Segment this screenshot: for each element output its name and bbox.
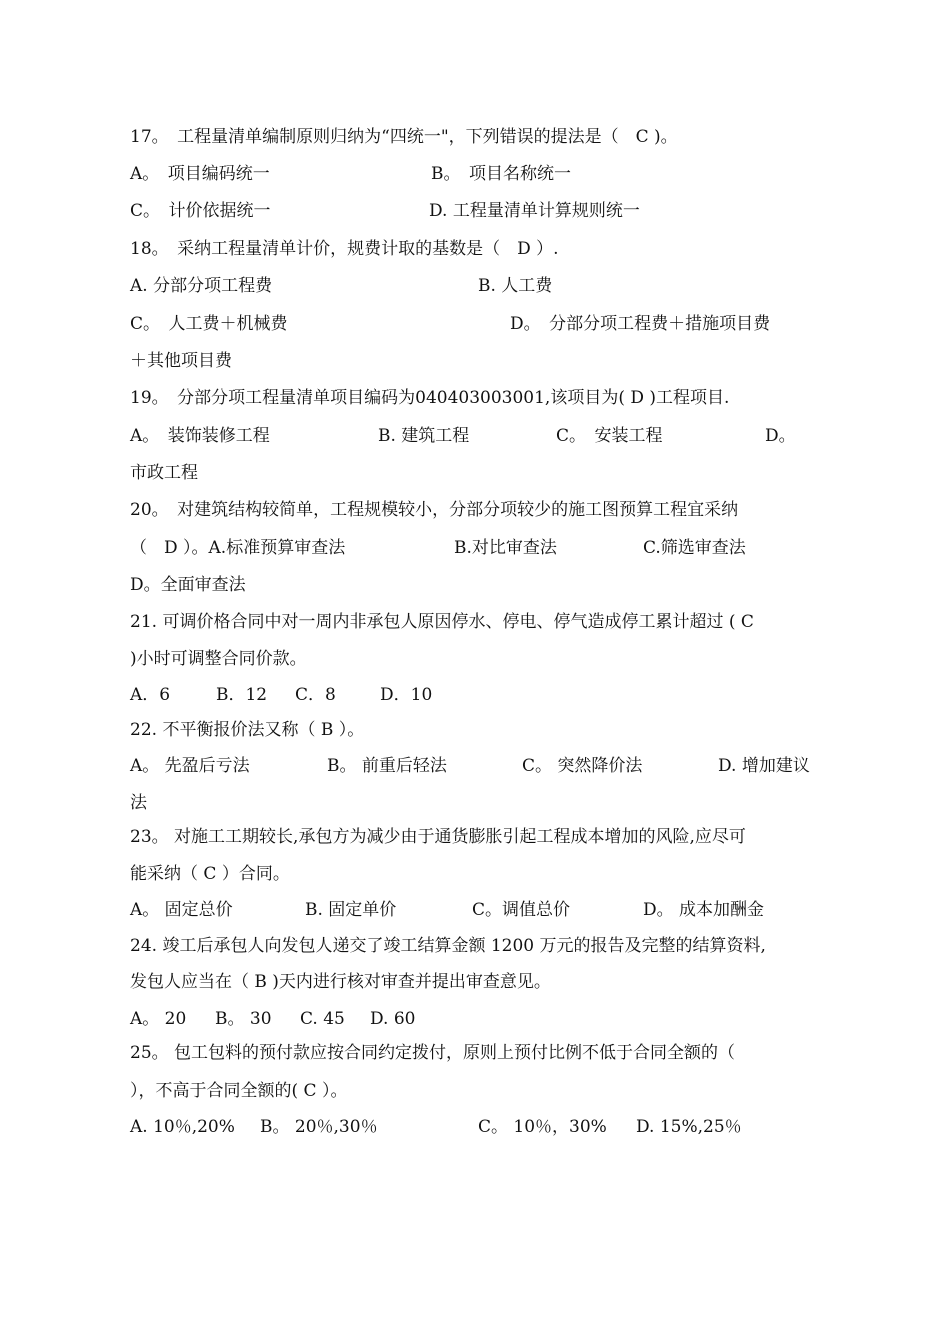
question-22-option-d-continued: 法 [130, 793, 147, 813]
question-17-stem [130, 122, 678, 152]
question-18-options-row-1 [130, 271, 553, 301]
question-21-option-d: D．10 [380, 685, 433, 705]
question-24-option-d: D. 60 [370, 1009, 416, 1029]
question-24-option-a: A。 20 [130, 1009, 187, 1029]
question-18-option-d-continued: ＋其他项目费 [130, 351, 232, 371]
question-21-option-c: C．8 [295, 685, 336, 705]
question-18-stem [130, 234, 559, 264]
question-23-option-c: C。调值总价 [472, 900, 571, 920]
question-22-stem-text: 22. 不平衡报价法又称（ B ）。 [130, 720, 365, 740]
question-19-option-d-continued: 市政工程 [130, 463, 198, 483]
question-20-options-row-1 [130, 533, 746, 563]
question-18-stem-text: 18。 采纳工程量清单计价，规费计取的基数是（ D ）. [130, 239, 559, 259]
question-24-option-c: C. 45 [300, 1009, 345, 1029]
question-18-option-d: D。 分部分项工程费＋措施项目费 [510, 314, 771, 334]
question-23-stem-line-1 [130, 822, 746, 852]
question-20-option-b: B.对比审查法 [454, 538, 557, 558]
question-21-stem-text-1: 21. 可调价格合同中对一周内非承包人原因停水、停电、停气造成停工累计超过 ( C [130, 612, 754, 632]
question-24-stem-line-2 [130, 967, 551, 997]
question-18-options-row-2 [130, 309, 771, 339]
question-25-option-d: D. 15%,25％ [636, 1117, 742, 1137]
question-23-stem-text-1: 23。 对施工工期较长,承包方为减少由于通货膨胀引起工程成本增加的风险,应尽可 [130, 827, 746, 847]
question-25-option-c: C。 10％，30% [478, 1117, 607, 1137]
question-19-stem-text: 19。 分部分项工程量清单项目编码为040403003001,该项目为( D )工程项目. [130, 388, 730, 408]
question-25-options-row-1 [130, 1112, 742, 1142]
question-23-stem-text-2: 能采纳（ C ）合同。 [130, 864, 290, 884]
question-22-options-row-2 [130, 788, 152, 818]
question-22-options-row-1 [130, 751, 810, 781]
question-20-stem [130, 495, 739, 525]
question-21-option-a: A．6 [130, 685, 171, 705]
question-17-stem-text: 17。 工程量清单编制原则归纳为“四统一"，下列错误的提法是（ C )。 [130, 127, 678, 147]
question-19-option-d: D。 [765, 426, 796, 446]
question-19-option-b: B. 建筑工程 [378, 426, 470, 446]
question-25-option-a: A. 10％,20% [130, 1117, 235, 1137]
question-23-stem-line-2 [130, 859, 290, 889]
question-25-option-b: B。 20％,30％ [260, 1117, 378, 1137]
question-22-option-a: A。 先盈后亏法 [130, 756, 250, 776]
question-17-option-c: C。 计价依据统一 [130, 201, 271, 221]
question-21-stem-text-2: )小时可调整合同价款。 [130, 649, 307, 669]
question-22-option-b: B。 前重后轻法 [327, 756, 447, 776]
question-24-stem-line-1 [130, 931, 766, 961]
question-17-option-d: D. 工程量清单计算规则统一 [429, 201, 640, 221]
question-19-stem [130, 383, 730, 413]
question-21-option-b: B．12 [216, 685, 268, 705]
question-25-stem-text-1: 25。 包工包料的预付款应按合同约定拨付，原则上预付比例不低于合同全额的（ [130, 1043, 736, 1063]
question-17-options-row-2 [130, 196, 640, 226]
question-22-option-d: D. 增加建议 [718, 756, 810, 776]
question-25-stem-text-2: ），不高于合同全额的( C ）。 [130, 1081, 348, 1101]
question-23-options-row-1 [130, 895, 765, 925]
question-18-option-b: B. 人工费 [478, 276, 553, 296]
question-24-options-row-1 [130, 1004, 416, 1034]
question-25-stem-line-2 [130, 1076, 348, 1106]
question-19-option-a: A。 装饰装修工程 [130, 426, 270, 446]
question-19-options-row-2 [130, 458, 198, 488]
question-21-stem-line-2 [130, 644, 307, 674]
question-19-options-row-1 [130, 421, 796, 451]
question-18-options-row-3 [130, 346, 232, 376]
question-23-option-a: A。 固定总价 [130, 900, 233, 920]
question-18-option-a: A. 分部分项工程费 [130, 276, 273, 296]
question-17-option-b: B。 项目名称统一 [431, 164, 571, 184]
question-23-option-b: B. 固定单价 [305, 900, 397, 920]
question-24-stem-text-2: 发包人应当在（ B )天内进行核对审查并提出审查意见。 [130, 972, 551, 992]
question-25-stem-line-1 [130, 1038, 736, 1068]
question-21-options-row-1 [130, 680, 433, 710]
question-17-option-a: A。 项目编码统一 [130, 164, 270, 184]
question-24-option-b: B。 30 [215, 1009, 272, 1029]
question-20-options-row-2 [130, 570, 246, 600]
question-23-option-d: D。 成本加酬金 [643, 900, 765, 920]
question-19-option-c: C。 安装工程 [556, 426, 663, 446]
question-20-option-c: C.筛选审查法 [643, 538, 746, 558]
question-21-stem-line-1 [130, 607, 754, 637]
question-22-stem [130, 715, 365, 745]
question-20-stem-text: 20。 对建筑结构较简单，工程规模较小，分部分项较少的施工图预算工程宜采纳 [130, 500, 739, 520]
question-24-stem-text-1: 24. 竣工后承包人向发包人递交了竣工结算金额 1200 万元的报告及完整的结算资料, [130, 936, 766, 956]
question-20-option-a: （ D ）。A.标准预算审查法 [130, 538, 346, 558]
question-22-option-c: C。 突然降价法 [522, 756, 643, 776]
question-18-option-c: C。 人工费＋机械费 [130, 314, 288, 334]
question-20-option-d: D。全面审查法 [130, 575, 246, 595]
question-17-options-row-1 [130, 159, 571, 189]
